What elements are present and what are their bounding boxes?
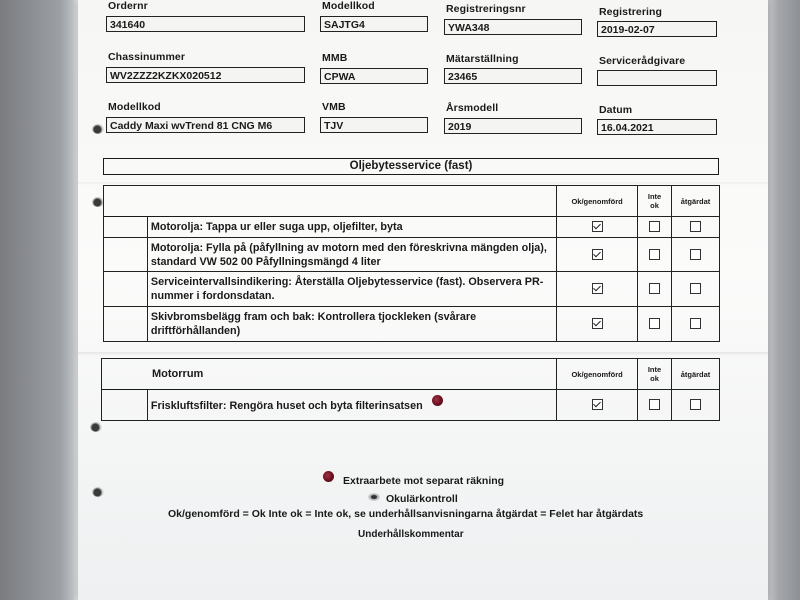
comment-heading: Underhållskommentar <box>358 529 464 540</box>
inte-ok-checkbox[interactable] <box>649 249 660 260</box>
extra-work-marker-icon <box>432 395 443 406</box>
col-inte-ok: Inte ok <box>638 359 672 390</box>
modellkod-field: SAJTG4 <box>320 16 428 32</box>
table-header-row <box>102 359 720 390</box>
inte-ok-checkbox[interactable] <box>649 318 660 329</box>
field-label: VMB <box>322 101 346 113</box>
table-row <box>102 390 720 421</box>
registreringsnr-field: YWA348 <box>444 19 582 35</box>
section-title: Motorrum <box>102 359 557 390</box>
task-text: Motorolja: Fylla på (påfyllning av motorn med den föreskrivna mängden olja), standard VW 502 00 Påfyllningsmängd 4 liter <box>147 238 556 272</box>
atgardat-checkbox[interactable] <box>690 283 701 294</box>
punch-hole <box>90 422 102 432</box>
table-row <box>104 238 720 272</box>
atgardat-checkbox[interactable] <box>690 249 701 260</box>
legend-okular: Okulärkontroll <box>386 493 458 505</box>
datum-field: 16.04.2021 <box>597 119 717 135</box>
task-text: Skivbromsbelägg fram och bak: Kontrollera tjockleken (svårare driftförhållanden) <box>147 307 556 342</box>
field-label: Datum <box>599 104 633 116</box>
extra-work-marker-icon <box>323 471 334 482</box>
field-label: Servicerådgivare <box>599 55 686 67</box>
punch-hole <box>92 487 104 497</box>
service-title: Oljebytesservice (fast) <box>103 158 719 175</box>
inte-ok-checkbox[interactable] <box>649 221 660 232</box>
field-label: Registreringsnr <box>446 3 526 15</box>
atgardat-checkbox[interactable] <box>690 318 701 329</box>
task-text: Motorolja: Tappa ur eller suga upp, oljefilter, byta <box>147 217 556 238</box>
eye-marker-icon <box>368 493 380 501</box>
vmb-field: TJV <box>320 117 428 133</box>
field-label: Registrering <box>599 6 663 18</box>
arsmodell-field: 2019 <box>444 118 582 134</box>
field-label: Ordernr <box>108 0 148 12</box>
ok-checkbox[interactable] <box>592 399 603 410</box>
col-ok: Ok/genomförd <box>557 359 638 390</box>
ordernr-field: 341640 <box>106 16 305 32</box>
atgardat-checkbox[interactable] <box>690 221 701 232</box>
field-label: Modellkod <box>322 0 375 12</box>
matarstallning-field: 23465 <box>444 68 582 84</box>
serviceradgivare-field <box>597 70 717 86</box>
table-row <box>104 217 720 238</box>
mmb-field: CPWA <box>320 68 428 84</box>
oil-service-table <box>103 185 720 342</box>
col-atgardat: åtgärdat <box>672 359 720 390</box>
modell-namn-field: Caddy Maxi wvTrend 81 CNG M6 <box>106 117 305 133</box>
registrering-field: 2019-02-07 <box>597 21 717 37</box>
ok-checkbox[interactable] <box>592 249 603 260</box>
col-ok: Ok/genomförd <box>557 186 638 217</box>
col-atgardat: åtgärdat <box>672 186 720 217</box>
field-label: MMB <box>322 52 348 64</box>
col-inte-ok: Inte ok <box>638 186 672 217</box>
field-label: Chassinummer <box>108 51 186 63</box>
table-row <box>104 272 720 307</box>
task-text: Serviceintervallsindikering: Återställa Oljebytesservice (fast). Observera PR-nummer i fordonsdatan. <box>147 272 556 307</box>
table-row <box>104 307 720 342</box>
ok-checkbox[interactable] <box>592 283 603 294</box>
field-label: Modellkod <box>108 101 161 113</box>
inte-ok-checkbox[interactable] <box>649 283 660 294</box>
motorrum-table <box>101 358 720 421</box>
chassinummer-field: WV2ZZZ2KZKX020512 <box>106 67 305 83</box>
atgardat-checkbox[interactable] <box>690 399 701 410</box>
inte-ok-checkbox[interactable] <box>649 399 660 410</box>
field-label: Årsmodell <box>446 102 499 114</box>
ok-checkbox[interactable] <box>592 318 603 329</box>
field-label: Mätarställning <box>446 53 519 65</box>
table-header-row <box>104 186 720 217</box>
legend-explanation: Ok/genomförd = Ok Inte ok = Inte ok, se underhållsanvisningarna åtgärdat = Felet har åtgärdats <box>168 508 644 520</box>
ok-checkbox[interactable] <box>592 221 603 232</box>
legend-extra-work: Extraarbete mot separat räkning <box>343 475 505 487</box>
punch-hole <box>92 124 104 134</box>
task-text: Friskluftsfilter: Rengöra huset och byta filterinsatsen <box>150 399 423 412</box>
paper-fold <box>78 352 768 356</box>
